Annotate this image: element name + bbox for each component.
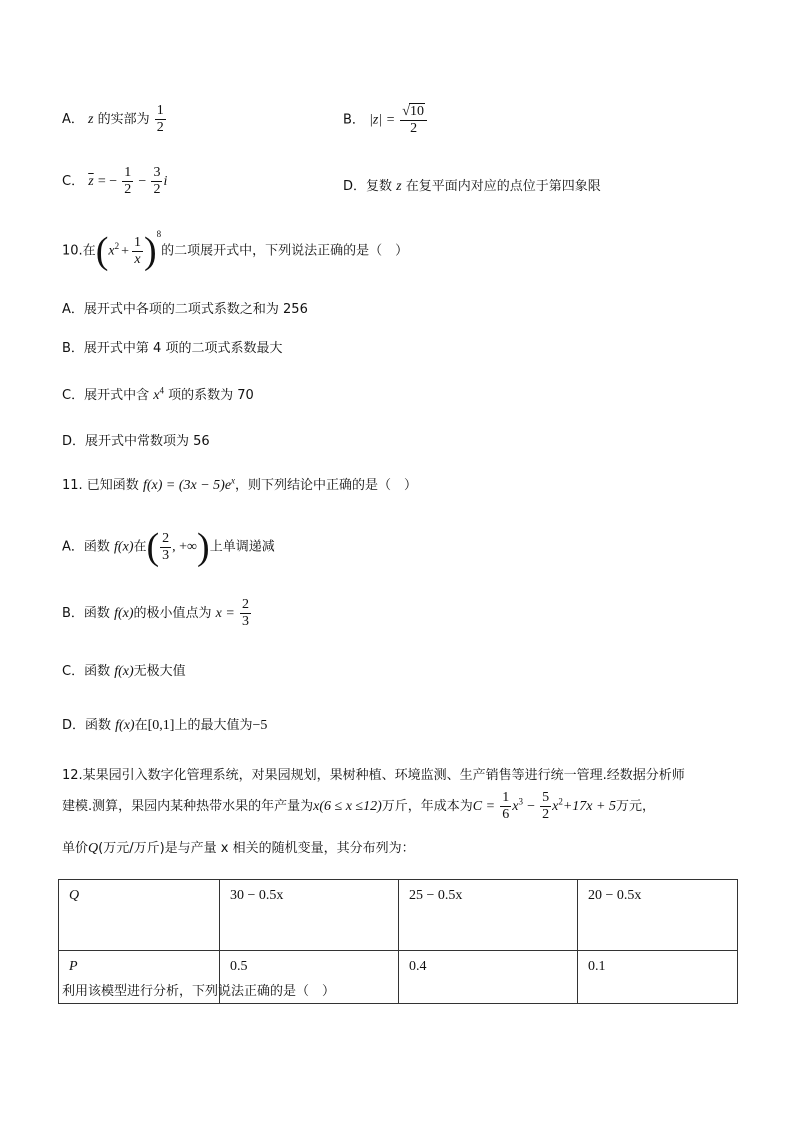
table-cell: 20 − 0.5x xyxy=(578,880,738,951)
table-row xyxy=(59,880,738,951)
q10-option-a: A．展开式中各项的二项式系数之和为 256 xyxy=(62,302,308,317)
fraction: $\frac{2}{3}$ xyxy=(162,530,170,563)
q12-footer: 利用该模型进行分析，下列说法正确的是（ ） xyxy=(62,984,336,999)
q9-option-c: C． $\overline{z}$ = − $\frac{1}{2}$ − $\frac{3}{2}$ i xyxy=(62,165,168,197)
fraction: $\frac{5}{2}$ xyxy=(542,790,550,822)
table-cell: 0.5 xyxy=(220,951,399,1004)
q10-option-d: D．展开式中常数项为 56 xyxy=(62,434,210,449)
fraction: $\frac{√10}{2}$ xyxy=(400,103,427,137)
fraction: $\frac{2}{3}$ xyxy=(241,597,249,629)
q10-stem: 10.在($x^2$ + $\frac{1}{x}$ )$^8$的二项展开式中，下列说法正确的是（ ） xyxy=(62,228,409,272)
table-cell: Q xyxy=(59,880,220,951)
table-cell: 0.1 xyxy=(578,951,738,1004)
fraction: $\frac{1}{2}$ xyxy=(156,103,164,135)
q12-line-1: 12.某果园引入数字化管理系统，对果园规划，果树种植、环境监测、生产销售等进行统一管理.经数据分析师 xyxy=(62,768,685,783)
q10-option-c: C．展开式中含 $x^4$ 项的系数为 70 xyxy=(62,385,254,403)
q12-line-3: 单价Q(万元/万斤)是与产量 x 相关的随机变量，其分布列为： xyxy=(62,841,415,856)
q11-stem: 11. 已知函数 $f(x) = (3x - 5)e^x$，则下列结论中正确的是（ ） xyxy=(62,475,418,493)
q9-option-a: A． z 的实部为 $\frac{1}{2}$ xyxy=(62,103,164,135)
table-cell: 30 − 0.5x xyxy=(220,880,399,951)
table-cell: P xyxy=(59,951,220,1004)
q11-option-c: C．函数 f(x)无极大值 xyxy=(62,664,186,679)
q9-option-b: B． |z| = $\frac{√10}{2}$ xyxy=(343,103,428,137)
fraction: $\frac{1}{6}$ xyxy=(502,790,510,822)
q11-option-a: A．函数 f(x)在( $\frac{2}{3}$ , +∞)上单调递减 xyxy=(62,526,275,568)
q11-option-b: B．函数 f(x)的极小值点为 x = $\frac{2}{3}$ xyxy=(62,597,249,629)
fraction: $\frac{3}{2}$ xyxy=(153,165,161,197)
q10-option-b: B．展开式中第 4 项的二项式系数最大 xyxy=(62,341,283,356)
fraction: $\frac{1}{2}$ xyxy=(124,165,132,197)
q9-option-d: D．复数 z 在复平面内对应的点位于第四象限 xyxy=(343,179,601,194)
q11-option-d: D．函数 f(x)在[0,1]上的最大值为−5 xyxy=(62,718,268,733)
fraction: $\frac{1}{x}$ xyxy=(133,234,141,267)
q12-line-2: 建模.测算，果园内某种热带水果的年产量为x(6 ≤ x ≤12)万斤，年成本为C = $\frac{1}{6}$ $x^3$ − $\frac{5}{2}$ $x^2+17x + 5$万元， xyxy=(62,790,655,822)
table-cell: 0.4 xyxy=(399,951,578,1004)
table-cell: 25 − 0.5x xyxy=(399,880,578,951)
